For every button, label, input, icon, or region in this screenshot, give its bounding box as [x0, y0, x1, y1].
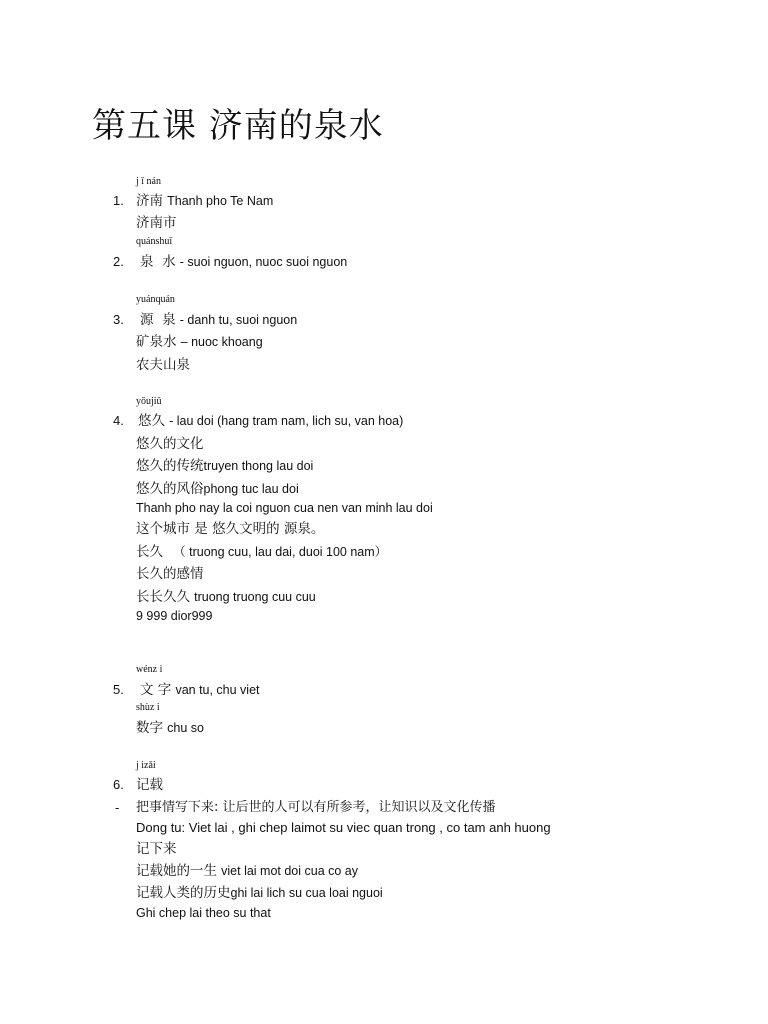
pinyin-jizai: j izǎi	[136, 760, 156, 771]
pinyin-yuanquan: yuánquán	[136, 294, 175, 305]
example-vi: – nuoc khoang	[180, 335, 263, 349]
vocab-entry-wenzi	[136, 682, 260, 699]
example-line: 9 999 dior999	[136, 609, 213, 623]
example-line	[136, 481, 299, 498]
vocab-word: 文 字	[140, 682, 172, 698]
example-zh: 矿泉水	[136, 334, 177, 350]
example-vi: viet lai mot doi cua co ay	[221, 864, 359, 878]
example-vi: truong truong cuu cuu	[194, 590, 316, 604]
example-line	[136, 863, 358, 880]
vocab-word-jizai: 记载	[136, 777, 163, 793]
vocab-meaning: - danh tu, suoi nguon	[179, 313, 298, 327]
example-line: 这个城市 是 悠久文明的 源泉。	[136, 521, 325, 537]
vocab-entry-youjiu	[136, 413, 403, 430]
example-zh: 长久	[136, 544, 163, 560]
example-vi: chu so	[167, 721, 204, 735]
pinyin-shuzi: shùz i	[136, 702, 160, 713]
bullet-dash: -	[115, 800, 120, 815]
example-line: 悠久的文化	[136, 436, 204, 452]
vocab-word: 济南	[136, 193, 163, 209]
example-line: Ghi chep lai theo su that	[136, 906, 271, 920]
example-line	[136, 720, 204, 737]
vocab-meaning: van tu, chu viet	[175, 683, 260, 697]
vocab-word: 泉 水	[140, 254, 176, 270]
vocab-word: 悠久	[138, 413, 165, 429]
example-line	[136, 885, 383, 902]
definition-zh: 把事情写下来: 让后世的人可以有所参考，让知识以及文化传播	[136, 800, 496, 815]
example-zh: 数字	[136, 720, 163, 736]
example-line	[136, 334, 263, 351]
vocab-entry-quanshui	[136, 254, 347, 271]
pinyin-youjiu: yōujiǔ	[136, 396, 162, 407]
definition-vi: Dong tu: Viet lai , ghi chep laimot su viec quan trong , co tam anh huong	[136, 820, 551, 835]
pinyin-jinan: j ǐ nán	[136, 176, 161, 187]
example-line	[136, 458, 313, 475]
vocab-word: 源 泉	[140, 312, 176, 328]
item-number-2: 2.	[113, 254, 124, 269]
example-zh: 长长久久	[136, 589, 190, 605]
example-vi: （ truong cuu, lau dai, duoi 100 nam）	[173, 545, 388, 559]
item-number-4: 4.	[113, 413, 124, 428]
example-vi: phong tuc lau doi	[203, 482, 299, 496]
vocab-meaning: - suoi nguon, nuoc suoi nguon	[179, 255, 348, 269]
vocab-meaning: - lau doi (hang tram nam, lich su, van hoa)	[169, 414, 404, 428]
example-vi: truyen thong lau doi	[203, 459, 314, 473]
vocab-entry-yuanquan	[136, 312, 297, 329]
example-zh: 悠久的传统	[136, 458, 204, 474]
example-line: 济南市	[136, 215, 177, 231]
page-title: 第五课 济南的泉水	[92, 106, 384, 146]
vocab-meaning: Thanh pho Te Nam	[167, 194, 274, 208]
example-line	[136, 589, 316, 606]
item-number-3: 3.	[113, 312, 124, 327]
item-number-5: 5.	[113, 682, 124, 697]
example-zh: 记载她的一生	[136, 863, 217, 879]
item-number-6: 6.	[113, 777, 124, 792]
vocab-entry-jinan	[136, 193, 273, 210]
example-line: 农夫山泉	[136, 357, 190, 373]
example-line: 长久的感情	[136, 566, 204, 582]
example-line	[136, 544, 387, 561]
example-line: Thanh pho nay la coi nguon cua nen van minh lau doi	[136, 501, 433, 515]
example-vi: ghi lai lich su cua loai nguoi	[230, 886, 383, 900]
item-number-1: 1.	[113, 193, 124, 208]
pinyin-wenzi: wénz i	[136, 664, 163, 675]
example-zh: 悠久的风俗	[136, 481, 204, 497]
pinyin-quanshui: quánshuǐ	[136, 236, 173, 247]
example-zh: 记载人类的历史	[136, 885, 231, 901]
example-line: 记下来	[136, 841, 177, 857]
